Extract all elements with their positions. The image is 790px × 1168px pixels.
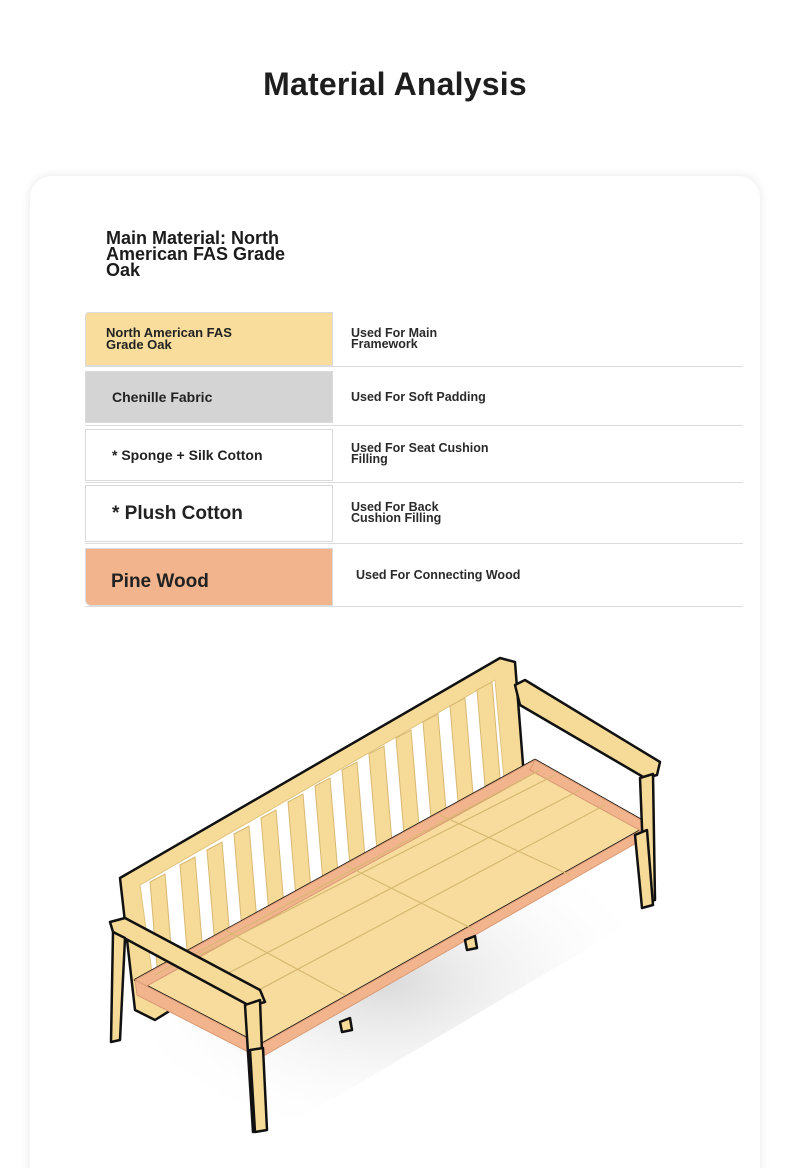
material-row-plush	[85, 483, 743, 544]
material-usage-cell	[333, 544, 743, 606]
page-title: Material Analysis	[263, 66, 527, 102]
material-row-oak	[85, 312, 743, 367]
material-swatch-pine	[85, 548, 333, 606]
material-swatch-oak	[85, 312, 333, 366]
material-usage-cell	[333, 369, 743, 425]
material-usage-cell	[333, 483, 743, 543]
material-usage: Used For Back Cushion Filling	[351, 500, 442, 525]
material-swatch-chenille	[85, 371, 333, 423]
material-usage-cell	[333, 426, 743, 482]
material-swatch-plush	[85, 485, 333, 542]
material-name: North American FAS Grade Oak	[106, 325, 232, 352]
material-usage: Used For Seat Cushion Filling	[351, 441, 489, 466]
material-row-sponge	[85, 426, 743, 483]
material-table	[85, 312, 743, 607]
material-swatch-sponge	[85, 429, 333, 481]
material-usage-cell	[333, 312, 743, 366]
material-row-chenille	[85, 369, 743, 426]
material-row-pine	[85, 544, 743, 607]
material-name: Pine Wood	[111, 571, 209, 592]
material-name: * Plush Cotton	[112, 502, 243, 524]
material-name: Chenille Fabric	[112, 389, 213, 405]
material-name: * Sponge + Silk Cotton	[112, 447, 263, 463]
material-usage: Used For Soft Padding	[351, 390, 486, 404]
material-usage: Used For Main Framework	[351, 326, 438, 351]
material-usage: Used For Connecting Wood	[356, 568, 521, 582]
main-material-heading: Main Material: North American FAS Grade Oak	[106, 228, 286, 280]
sofa-illustration	[95, 650, 675, 1150]
